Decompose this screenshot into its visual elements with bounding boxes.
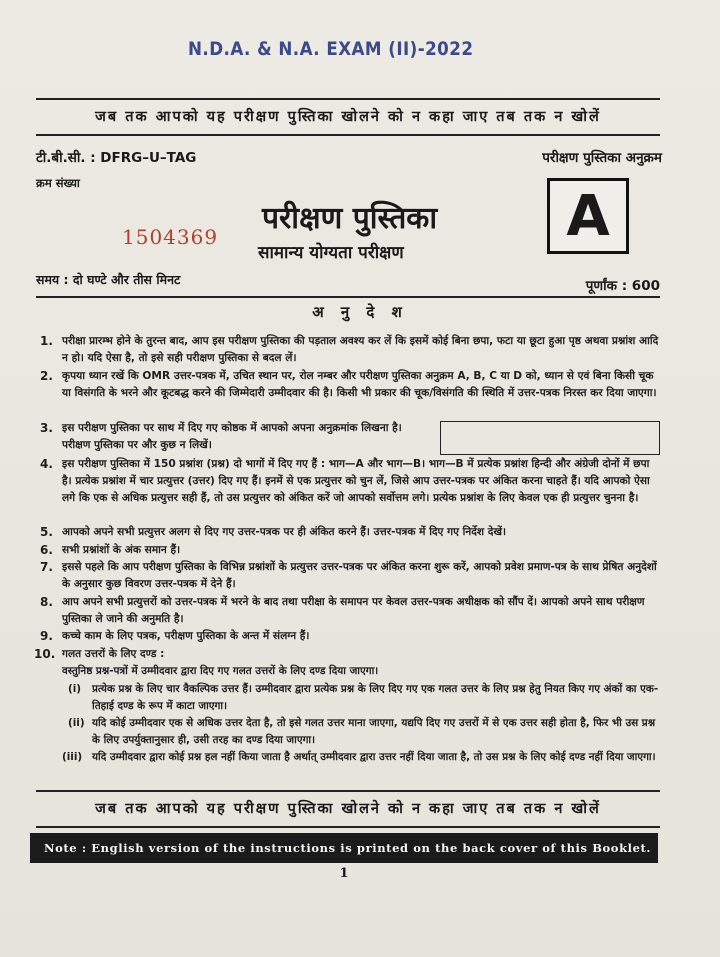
top-rule [36,98,660,100]
instruction-item: 10. गलत उत्तरों के लिए दण्ड : [34,647,165,661]
booklet-title: परीक्षण पुस्तिका [262,201,438,236]
instruction-item: 2. कृपया ध्यान रखें कि OMR उत्तर-पत्रक में, उचित स्थान पर, रोल नम्बर और परीक्षण पुस्तिका अनुक्रम A, B, C या D को, ध्यान से एवं बिना किसी चूक या विसंगति के भरने और कूटबद्ध करने की जिम्मेदारी उम्मीदवार की है। किसी भी प्रकार की चूक/विसंगति की स्थिति में उत्तर-पत्रक निरस्त कर दिया जाएगा। [40,369,657,399]
page-number: 1 [339,866,349,881]
tbc-code: टी.बी.सी. : DFRG–U–TAG [36,150,197,166]
penalty-item: (i) प्रत्येक प्रश्न के लिए चार वैकल्पिक उत्तर हैं। उम्मीदवार द्वारा प्रत्येक प्रश्न के लिए दिए गए एक गलत उत्तर के लिए प्रश्न हेतु नियत किए गए अंकों का एक-तिहाई दण्ड के रूप में काटा जाएगा। [68,683,659,712]
serial-number-label: क्रम संख्या [36,176,80,190]
instruction-item: 8. आप अपने सभी प्रत्युत्तरों को उत्तर-पत्रक में भरने के बाद तथा परीक्षा के समापन पर केवल उत्तर-पत्रक अधीक्षक को सौंप दें। आपको अपने साथ परीक्षण पुस्तिका ले जाने की अनुमति है। [40,595,645,625]
instructions-heading: अ नु दे श [312,303,408,321]
instruction-item: 7. इससे पहले कि आप परीक्षण पुस्तिका के विभिन्न प्रश्नांशों के प्रत्युत्तर उत्तर-पत्रक पर अंकित करना शुरू करें, आपको प्रवेश प्रमाण-पत्र के साथ प्रेषित अनुदेशों के अनुसार कुछ विवरण उत्तर-पत्रक में देने हैं। [40,560,657,590]
serial-number: 1504369 [122,225,219,249]
instruction-item: 6. सभी प्रश्नांशों के अंक समान हैं। [40,543,181,557]
booklet-sequence-label: परीक्षण पुस्तिका अनुक्रम [542,150,662,166]
instruction-item: 3. इस परीक्षण पुस्तिका पर साथ में दिए गए कोष्ठक में आपको अपना अनुक्रमांक लिखना है। परीक्षण पुस्तिका पर और कुछ न लिखें। [40,421,402,451]
banner-rule [36,134,660,136]
roll-number-box[interactable] [440,421,660,455]
do-not-open-banner-top: जब तक आपको यह परीक्षण पुस्तिका खोलने को न कहा जाए तब तक न खोलें [95,109,601,125]
note-rule [36,826,660,828]
booklet-subtitle: सामान्य योग्यता परीक्षण [258,243,404,263]
maximum-marks: पूर्णांक : 600 [585,278,660,294]
exam-name-stamp: N.D.A. & N.A. EXAM (II)-2022 [188,38,474,60]
penalty-item: (ii) यदि कोई उम्मीदवार एक से अधिक उत्तर देता है, तो इसे गलत उत्तर माना जाएगा, यद्यपि दिए गए उत्तरों में से एक उत्तर सही होता है, फिर भी उस प्रश्न के लिए उपर्युक्तानुसार ही, उसी तरह का दण्ड दिया जाएगा। [68,717,656,746]
penalty-intro: वस्तुनिष्ठ प्रश्न-पत्रों में उम्मीदवार द्वारा दिए गए गलत उत्तरों के लिए दण्ड दिया जाएगा। [62,665,379,677]
instruction-item: 9. कच्चे काम के लिए पत्रक, परीक्षण पुस्तिका के अन्त में संलग्न हैं। [40,629,310,643]
penalty-item: (iii) यदि उम्मीदवार द्वारा कोई प्रश्न हल नहीं किया जाता है अर्थात् उम्मीदवार द्वारा उत्तर नहीं दिया जाता है, तो उस प्रश्न के लिए कोई दण्ड नहीं दिया जाएगा। [62,751,656,763]
english-version-note: Note : English version of the instructions is printed on the back cover of this Booklet. [30,833,658,863]
series-letter-box: A [547,178,629,254]
exam-duration: समय : दो घण्टे और तीस मिनट [36,272,181,287]
header-rule [36,296,660,298]
do-not-open-banner-bottom: जब तक आपको यह परीक्षण पुस्तिका खोलने को न कहा जाए तब तक न खोलें [95,801,601,817]
instruction-item: 1. परीक्षा प्रारम्भ होने के तुरन्त बाद, आप इस परीक्षण पुस्तिका की पड़ताल अवश्य कर लें कि इसमें कोई बिना छपा, फटा या छूटा हुआ पृष्ठ अथवा प्रश्नांश आदि न हो। यदि ऐसा है, तो इसे सही परीक्षण पुस्तिका से बदल लें। [40,334,659,364]
bottom-banner-rule [36,790,660,792]
instruction-item: 4. इस परीक्षण पुस्तिका में 150 प्रश्नांश (प्रश्न) दो भागों में दिए गए हैं : भाग—A और भाग—B। भाग—B में प्रत्येक प्रश्नांश हिन्दी और अंग्रेजी दोनों में छपा है। प्रत्येक प्रश्नांश में चार प्रत्युत्तर (उत्तर) दिए गए हैं। इनमें से एक प्रत्युत्तर को चुन लें, जिसे आप उत्तर-पत्रक पर अंकित करना चाहते हैं। यदि आपको ऐसा लगे कि एक से अधिक प्रत्युत्तर सही हैं, तो उस प्रत्युत्तर को अंकित करें जो आपको सर्वोत्तम लगे। प्रत्येक प्रश्नांश के लिए केवल एक ही प्रत्युत्तर चुनना है। [40,457,650,504]
instruction-item: 5. आपको अपने सभी प्रत्युत्तर अलग से दिए गए उत्तर-पत्रक पर ही अंकित करने हैं। उत्तर-पत्रक में दिए गए निर्देश देखें। [40,525,507,539]
